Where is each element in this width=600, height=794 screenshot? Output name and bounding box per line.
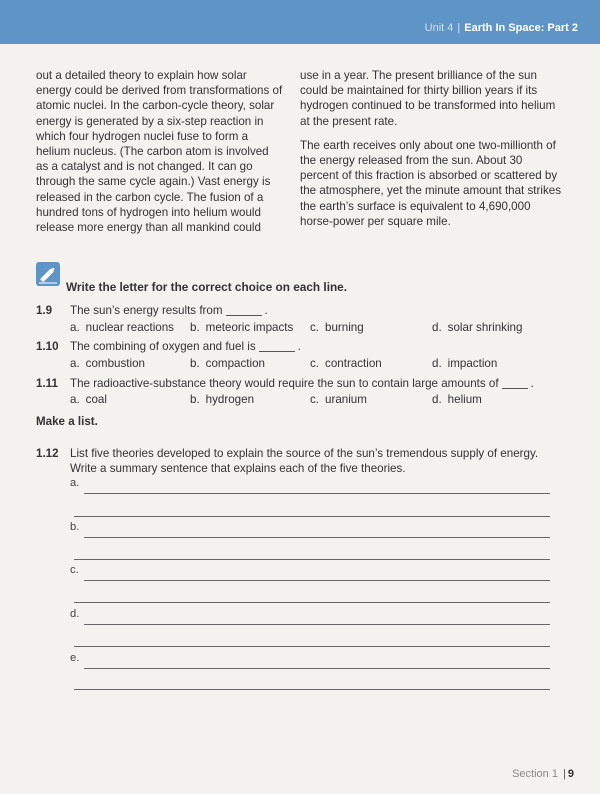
body-paragraph: out a detailed theory to explain how solar energy could be derived from transformations of atomic nuclei. In the carbon-cycle theory, solar energy is generated by a six-step reaction in which four hydrogen nuclei fuse to form a helium nucleus. (The carbon atom is involved as a catalyst and is not changed. It can go through the same cycle again.) Vast energy is released in the carbon cycle. The fusion of a hundred tons of hydrogen into helium would release more energy than all mankind could <box>36 69 283 235</box>
answer-rule <box>84 624 550 625</box>
option-text: hydrogen <box>205 393 255 406</box>
option-letter: b. <box>190 321 200 334</box>
option-d[interactable] <box>432 357 497 370</box>
option-letter: d. <box>432 357 442 370</box>
answer-line-d[interactable] <box>70 608 550 625</box>
option-text: solar shrinking <box>447 321 523 334</box>
option-b[interactable] <box>190 321 293 334</box>
answer-rule <box>84 537 550 538</box>
option-a[interactable] <box>70 321 174 334</box>
answer-line-c[interactable] <box>70 564 550 581</box>
item-label: b. <box>70 521 80 533</box>
question-stem-text: The radioactive-substance theory would require the sun to contain large amounts of <box>70 377 499 390</box>
page-number: 9 <box>567 768 574 780</box>
option-c[interactable] <box>310 393 367 406</box>
option-d[interactable] <box>432 393 482 406</box>
page-header <box>0 0 600 44</box>
option-letter: c. <box>310 393 320 406</box>
option-text: contraction <box>325 357 382 370</box>
answer-rule <box>84 493 550 494</box>
unit-label: Unit 4 <box>424 22 454 34</box>
answer-blank[interactable] <box>502 388 528 389</box>
question-stem: The radioactive-substance theory would require the sun to contain large amounts of . <box>70 377 534 390</box>
option-text: coal <box>85 393 107 406</box>
header-title <box>425 22 578 34</box>
instructions-text: Write the letter for the correct choice on each line. <box>66 280 348 294</box>
answer-rule <box>84 580 550 581</box>
answer-line-c-2[interactable] <box>74 602 550 603</box>
option-letter: b. <box>190 357 200 370</box>
answer-line-b-2[interactable] <box>74 559 550 560</box>
option-a[interactable] <box>70 357 145 370</box>
option-letter: c. <box>310 321 320 334</box>
item-label: e. <box>70 652 80 664</box>
option-letter: b. <box>190 393 200 406</box>
option-letter: d. <box>432 393 442 406</box>
answer-line-b[interactable] <box>70 521 550 538</box>
option-letter: d. <box>432 321 442 334</box>
answer-line-a[interactable] <box>70 477 550 494</box>
option-c[interactable] <box>310 321 364 334</box>
answer-line-e[interactable] <box>70 652 550 669</box>
option-text: compaction <box>205 357 265 370</box>
question-number: 1.11 <box>36 377 58 390</box>
question-stem: The combining of oxygen and fuel is . <box>70 340 301 353</box>
question-number: 1.12 <box>36 447 59 460</box>
answer-line-a-2[interactable] <box>74 516 550 517</box>
option-text: helium <box>447 393 482 406</box>
item-label: d. <box>70 608 80 620</box>
item-label: a. <box>70 477 80 489</box>
option-text: burning <box>325 321 364 334</box>
question-number: 1.9 <box>36 304 53 317</box>
question-stem-text: The combining of oxygen and fuel is <box>70 340 256 353</box>
option-d[interactable] <box>432 321 522 334</box>
answer-blank[interactable] <box>259 351 295 352</box>
pencil-icon <box>36 262 60 286</box>
body-paragraph: The earth receives only about one two-millionth of the energy released from the sun. About 30 percent of this fraction is absorbed or scattered by the atmosphere, yet the minute amount that strikes the earth’s surface is equivalent to 4,690,000 horse-power per square mile. <box>300 138 561 228</box>
option-a[interactable] <box>70 393 107 406</box>
header-separator: | <box>457 22 461 34</box>
left-column <box>36 68 284 244</box>
option-letter: a. <box>70 357 80 370</box>
question-stem: The sun’s energy results from . <box>70 304 268 317</box>
answer-rule <box>84 668 550 669</box>
option-text: meteoric impacts <box>205 321 294 334</box>
question-number: 1.10 <box>36 340 59 353</box>
option-b[interactable] <box>190 393 254 406</box>
make-list-heading: Make a list. <box>36 415 98 428</box>
right-column <box>300 68 562 238</box>
question-stem-text: The sun’s energy results from <box>70 304 223 317</box>
question-stem: List five theories developed to explain the source of the sun’s tremendous supply of energy. Write a summary sentence that explains each of the five theories. <box>70 447 539 475</box>
section-label: Section 1 <box>512 768 558 780</box>
topic-label: Earth In Space: Part 2 <box>464 22 578 34</box>
option-text: nuclear reactions <box>85 321 174 334</box>
option-c[interactable] <box>310 357 382 370</box>
option-text: uranium <box>325 393 367 406</box>
option-text: combustion <box>85 357 145 370</box>
item-label: c. <box>70 564 79 576</box>
option-text: impaction <box>447 357 498 370</box>
answer-line-e-2[interactable] <box>74 689 550 690</box>
answer-line-d-2[interactable] <box>74 646 550 647</box>
answer-blank[interactable] <box>226 315 262 316</box>
option-letter: c. <box>310 357 320 370</box>
option-letter: a. <box>70 321 80 334</box>
option-b[interactable] <box>190 357 265 370</box>
option-letter: a. <box>70 393 80 406</box>
page-footer <box>512 768 574 780</box>
body-paragraph: use in a year. The present brilliance of the sun could be maintained for thirty billion years if its hydrogen continued to be transformed into helium at the present rate. <box>300 69 556 128</box>
footer-separator: | <box>559 768 566 780</box>
